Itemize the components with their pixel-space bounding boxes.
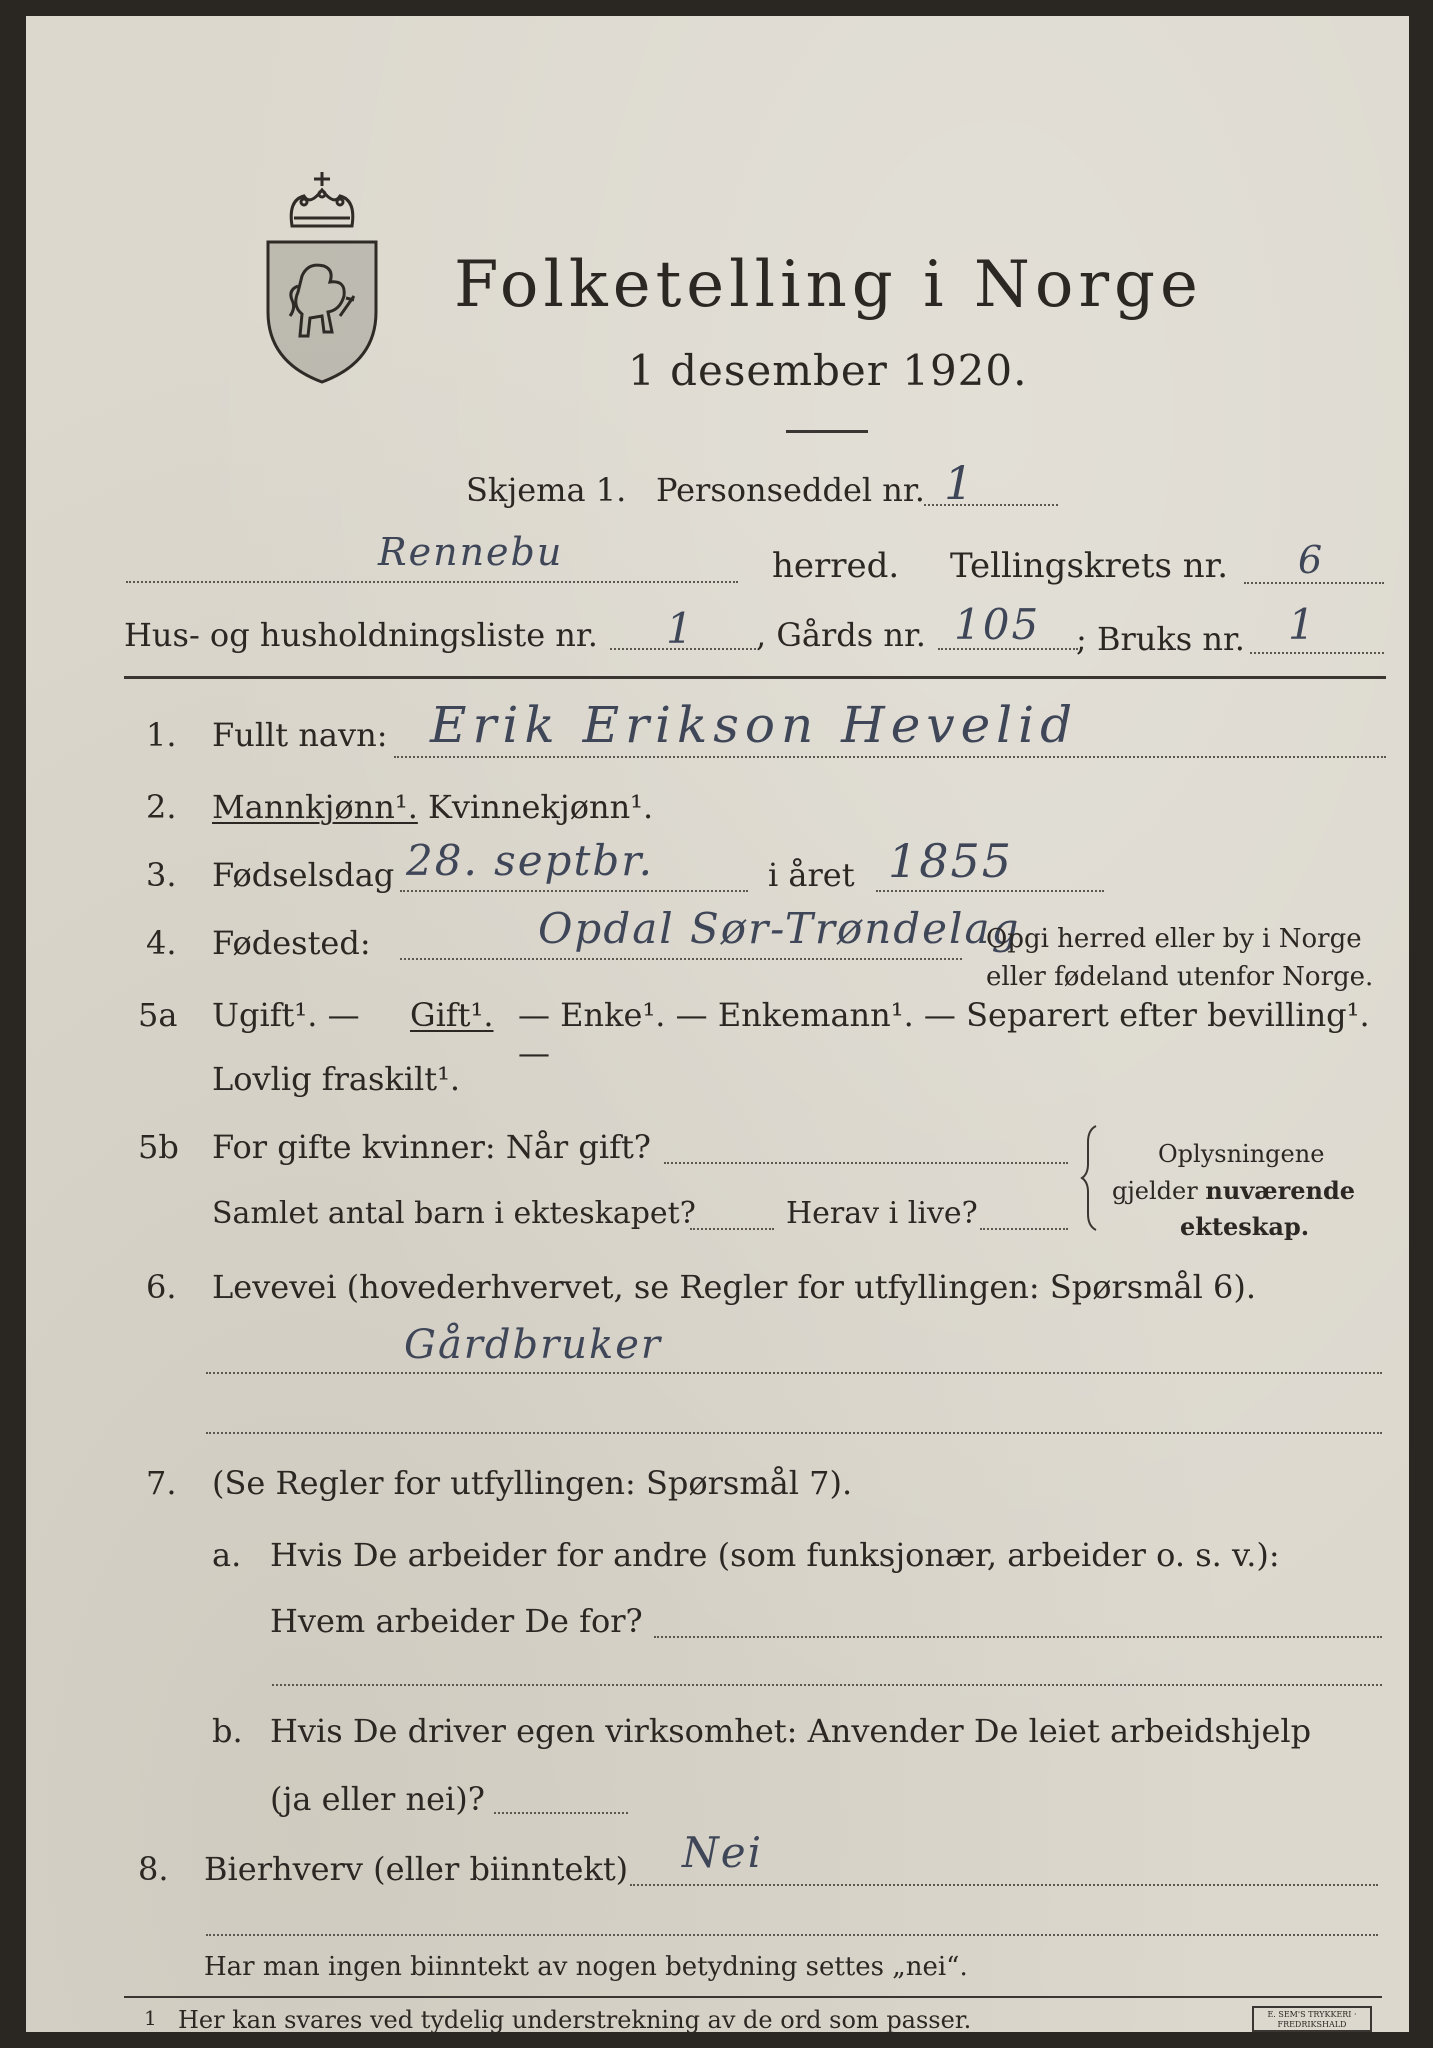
form-title-text: Folketelling i Norge [454, 248, 1203, 322]
bruks-field-line [1250, 652, 1384, 654]
q8-label: Bierhverv (eller biinntekt) [204, 1850, 629, 1888]
q4-note-line1: Opgi herred eller by i Norge [986, 924, 1362, 954]
q5b-alive-label: Herav i live? [786, 1196, 978, 1231]
q5a-fraskilt-option[interactable]: Lovlig fraskilt¹. [212, 1060, 461, 1098]
printer-stamp-text: E. SEM'S TRYKKERI · FREDRIKSHALD [1267, 2010, 1357, 2029]
paper [26, 16, 1409, 2032]
q4-field-line [400, 958, 962, 960]
skjema-label: Skjema 1. [466, 471, 627, 509]
q3-year-value[interactable]: 1855 [888, 834, 1014, 888]
q5b-brace-icon [1080, 1124, 1104, 1242]
q3-number: 3. [146, 856, 177, 894]
q6-label: Levevei (hovederhvervet, se Regler for utfyllingen: Spørsmål 6). [212, 1268, 1257, 1306]
tellingskrets-label: Tellingskrets nr. [950, 546, 1229, 586]
q5b-number: 5b [138, 1128, 179, 1166]
q3-day-field-line [400, 890, 748, 892]
q8-number: 8. [138, 1850, 169, 1888]
q2-male-option[interactable]: Mannkjønn¹. [212, 788, 418, 826]
q2-number: 2. [146, 788, 177, 826]
census-date-text: 1 desember 1920. [628, 346, 1028, 395]
q8-field-line-2 [206, 1934, 1378, 1936]
printer-stamp [1252, 2006, 1372, 2032]
q8-field-line [630, 1884, 1378, 1886]
bruks-label: ; Bruks nr. [1076, 620, 1245, 658]
bruks-value[interactable]: 1 [1288, 600, 1317, 649]
q1-value[interactable]: Erik Erikson Hevelid [430, 696, 1079, 754]
gards-value[interactable]: 105 [954, 600, 1041, 649]
q1-field-line [394, 756, 1386, 758]
personseddel-value[interactable]: 1 [944, 456, 976, 510]
q7a-question: Hvis De arbeider for andre (som funksjonær, arbeider o. s. v.): [270, 1536, 1280, 1574]
personseddel-label: Personseddel nr. [656, 471, 925, 509]
q7a-employer-label: Hvem arbeider De for? [270, 1602, 643, 1640]
form-title [454, 248, 1203, 322]
q7b-question: Hvis De driver egen virksomhet: Anvender De leiet arbeidshjelp [270, 1712, 1312, 1750]
q3-year-field-line [876, 890, 1104, 892]
q5a-number: 5a [138, 996, 178, 1034]
q8-value[interactable]: Nei [682, 1828, 764, 1877]
q5b-married-label: For gifte kvinner: Når gift? [212, 1128, 651, 1166]
q5b-note-nuvaerende: nuværende [1205, 1176, 1356, 1205]
q5a-ugift-option[interactable]: Ugift¹. — [212, 996, 360, 1034]
tellingskrets-field-line [1244, 582, 1384, 584]
q7a-employer-field-line [654, 1636, 1382, 1638]
q5a-other-options[interactable]: — Enke¹. — Enkemann¹. — Separert efter bevilling¹. — [518, 996, 1370, 1072]
q4-value[interactable]: Opdal Sør-Trøndelag [538, 904, 1021, 953]
husliste-label: Hus- og husholdningsliste nr. [124, 616, 598, 654]
q7-label: (Se Regler for utfyllingen: Spørsmål 7). [212, 1464, 853, 1502]
herred-value[interactable]: Rennebu [378, 530, 564, 574]
q7-number: 7. [146, 1464, 177, 1502]
footnote-number: 1 [144, 2006, 157, 2030]
herred-field-line [126, 581, 738, 583]
q5b-note-line1: Oplysningene [1158, 1140, 1325, 1168]
tellingskrets-value[interactable]: 6 [1298, 538, 1325, 582]
q4-note-line2: eller fødeland utenfor Norge. [986, 962, 1374, 992]
herred-label: herred. [772, 546, 900, 586]
norway-coat-of-arms-icon [258, 166, 386, 386]
q6-value[interactable]: Gårdbruker [404, 1322, 663, 1368]
q3-year-label: i året [768, 856, 855, 894]
q5b-married-field-line [664, 1162, 1068, 1164]
q3-day-value[interactable]: 28. septbr. [406, 836, 655, 885]
title-divider [786, 430, 868, 433]
q6-number: 6. [146, 1268, 177, 1306]
q5b-note-line2 [1112, 1176, 1355, 1205]
q7b-letter: b. [212, 1712, 243, 1750]
q7a-letter: a. [212, 1536, 242, 1574]
q6-field-line-2 [206, 1432, 1382, 1434]
q5b-children-field-line [690, 1228, 774, 1230]
q6-field-line-1 [206, 1372, 1382, 1374]
q5b-note-line3: ekteskap. [1180, 1212, 1310, 1241]
q5b-alive-field-line [980, 1228, 1068, 1230]
footnote-text: Her kan svares ved tydelig understrekning av de ord som passer. [178, 2006, 972, 2034]
q4-label: Fødested: [212, 924, 371, 962]
q1-number: 1. [146, 716, 177, 754]
gards-label: , Gårds nr. [756, 616, 926, 654]
q3-label: Fødselsdag [212, 856, 395, 894]
q4-number: 4. [146, 924, 177, 962]
q7b-answer-field-line [494, 1812, 628, 1814]
q2-female-option[interactable]: Kvinnekjønn¹. [428, 788, 654, 826]
header-divider [124, 676, 1386, 679]
q5b-children-label: Samlet antal barn i ekteskapet? [212, 1196, 696, 1231]
q1-label: Fullt navn: [212, 716, 388, 754]
husliste-value[interactable]: 1 [666, 604, 695, 653]
q5b-note-gjelder: gjelder [1112, 1177, 1198, 1205]
q7b-answer-label: (ja eller nei)? [270, 1780, 485, 1818]
footer-note: Har man ingen biinntekt av nogen betydning settes „nei“. [204, 1952, 968, 1982]
q7a-employer-field-line-2 [272, 1684, 1382, 1686]
q5a-gift-option[interactable]: Gift¹. [410, 996, 494, 1034]
footer-divider [124, 1996, 1382, 1998]
census-date [628, 346, 1027, 395]
